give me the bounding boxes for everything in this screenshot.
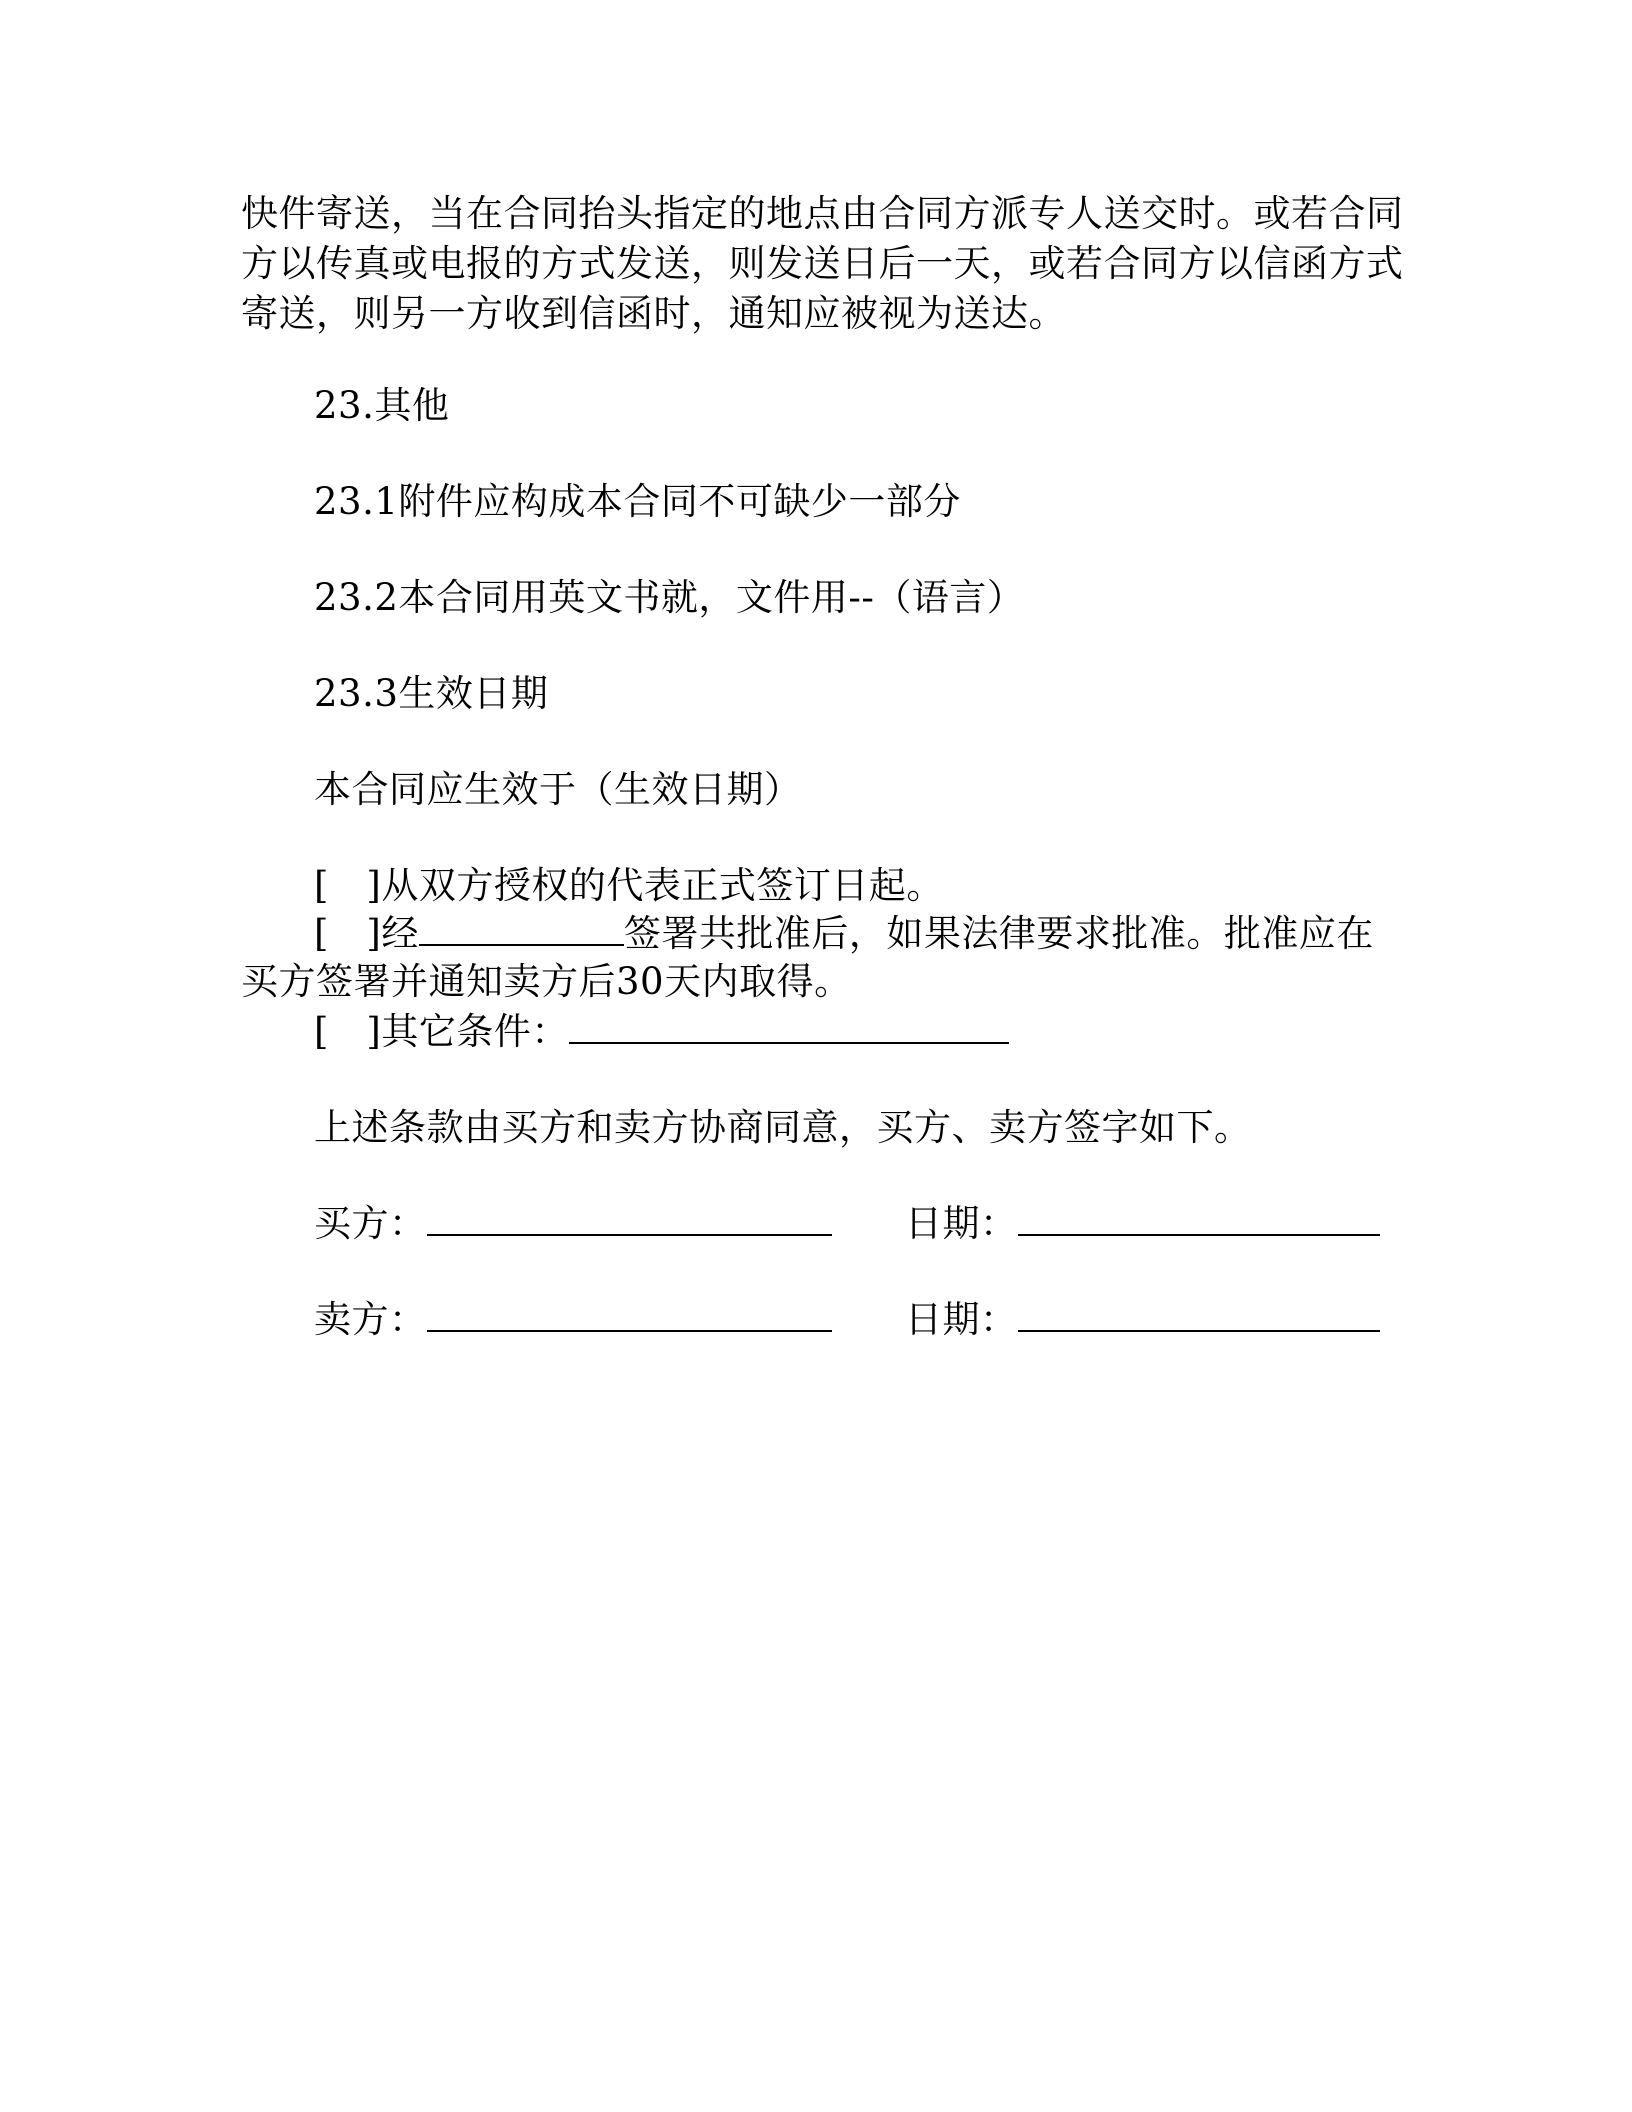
seller-signature-field[interactable] [427, 1298, 832, 1332]
option-approval [314, 910, 1374, 958]
buyer-date-field[interactable] [1018, 1202, 1380, 1236]
seller-date-label: 日期： [905, 1298, 1018, 1341]
effective-date-intro: 本合同应生效于（生效日期） [314, 768, 802, 811]
seller-date-field[interactable] [1018, 1298, 1380, 1332]
buyer-date-label: 日期： [905, 1202, 1018, 1245]
notice-line-3: 寄送，则另一方收到信函时，通知应被视为送达。 [241, 292, 1066, 335]
section-23-heading: 23.其他 [314, 384, 450, 427]
section-23-3: 23.3生效日期 [314, 672, 549, 715]
notice-line-2: 方以传真或电报的方式发送，则发送日后一天，或若合同方以信函方式 [241, 242, 1404, 285]
approver-blank-field[interactable] [419, 912, 624, 946]
seller-date-row [905, 1296, 1380, 1344]
buyer-date-row [905, 1200, 1380, 1248]
section-23-1: 23.1附件应构成本合同不可缺少一部分 [314, 480, 961, 523]
option-approval-prefix: [ ]经 [314, 912, 419, 955]
buyer-label: 买方： [314, 1202, 427, 1245]
option-other-prefix: [ ]其它条件： [314, 1010, 569, 1053]
option-approval-suffix: 签署共批准后，如果法律要求批准。批准应在 [623, 912, 1374, 955]
other-conditions-blank-field[interactable] [569, 1010, 1009, 1044]
option-approval-continuation: 买方签署并通知卖方后30天内取得。 [241, 960, 852, 1003]
option-other-conditions [314, 1008, 1009, 1056]
buyer-signature-row [314, 1200, 832, 1248]
section-23-2: 23.2本合同用英文书就，文件用--（语言） [314, 576, 1025, 619]
notice-line-1: 快件寄送，当在合同抬头指定的地点由合同方派专人送交时。或若合同 [241, 192, 1404, 235]
seller-signature-row [314, 1296, 832, 1344]
seller-label: 卖方： [314, 1298, 427, 1341]
option-signing-date: [ ]从双方授权的代表正式签订日起。 [314, 864, 944, 907]
agreement-statement: 上述条款由买方和卖方协商同意，买方、卖方签字如下。 [314, 1106, 1252, 1149]
buyer-signature-field[interactable] [427, 1202, 832, 1236]
